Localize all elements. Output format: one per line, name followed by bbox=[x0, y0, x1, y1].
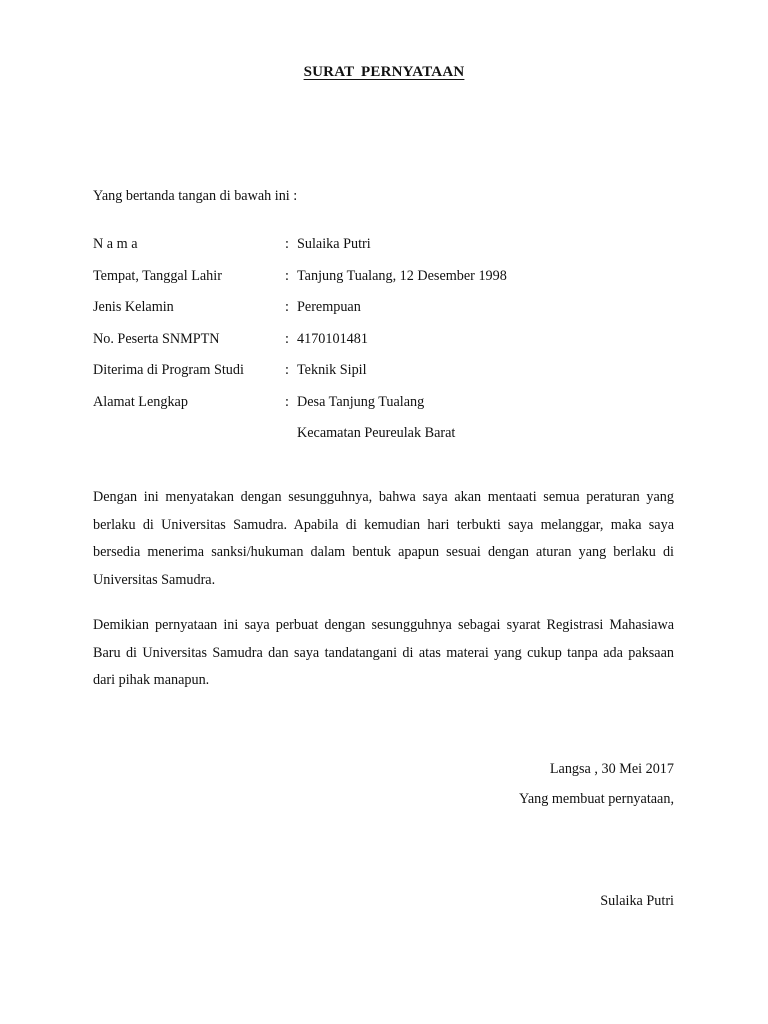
field-colon: : bbox=[285, 267, 289, 284]
document-title bbox=[0, 64, 768, 81]
field-value: Perempuan bbox=[297, 299, 361, 316]
signature-place-date: Langsa , 30 Mei 2017 bbox=[549, 761, 674, 777]
statement-paragraph: Dengan ini menyatakan dengan sesungguhnya, bahwa saya akan mentaati semua peraturan yang berlaku di Universitas Samudra. Apabila di kemudian hari terbukti saya melanggar, maka saya bersedia menerima sanksi/hukuman dalam bentuk apapun sesuai dengan aturan yang berlaku di Universitas Samudra. bbox=[93, 489, 674, 588]
signatory-name: Sulaika Putri bbox=[600, 893, 674, 909]
field-colon: : bbox=[285, 330, 289, 347]
field-colon: : bbox=[285, 236, 289, 252]
field-label: Alamat Lengkap bbox=[93, 393, 188, 410]
field-label: Jenis Kelamin bbox=[93, 299, 174, 316]
field-label: No. Peserta SNMPTN bbox=[93, 330, 220, 347]
field-label: Tempat, Tanggal Lahir bbox=[93, 267, 222, 284]
field-colon: : bbox=[285, 299, 289, 316]
document-title-text: SURAT PERNYATAAN bbox=[303, 64, 465, 80]
closing-paragraph: Demikian pernyataan ini saya perbuat dengan sesungguhnya sebagai syarat Registrasi Mahasiawa Baru di Universitas Samudra dan saya tandatangani di atas materai yang cukup tanpa ada paksaan dari pihak manapun. bbox=[93, 617, 674, 689]
field-value: Teknik Sipil bbox=[297, 362, 367, 379]
field-label: N a m a bbox=[93, 236, 138, 252]
address-line-2: Kecamatan Peureulak Barat bbox=[297, 425, 456, 441]
field-value: Sulaika Putri bbox=[297, 236, 371, 252]
intro-text: Yang bertanda tangan di bawah ini : bbox=[93, 188, 298, 204]
signature-caption: Yang membuat pernyataan, bbox=[519, 791, 674, 807]
field-colon: : bbox=[285, 393, 289, 410]
field-value: Desa Tanjung Tualang bbox=[297, 393, 425, 410]
field-value: 4170101481 bbox=[297, 330, 368, 347]
field-label: Diterima di Program Studi bbox=[93, 362, 244, 379]
field-value: Tanjung Tualang, 12 Desember 1998 bbox=[297, 267, 507, 284]
field-colon: : bbox=[285, 362, 289, 379]
